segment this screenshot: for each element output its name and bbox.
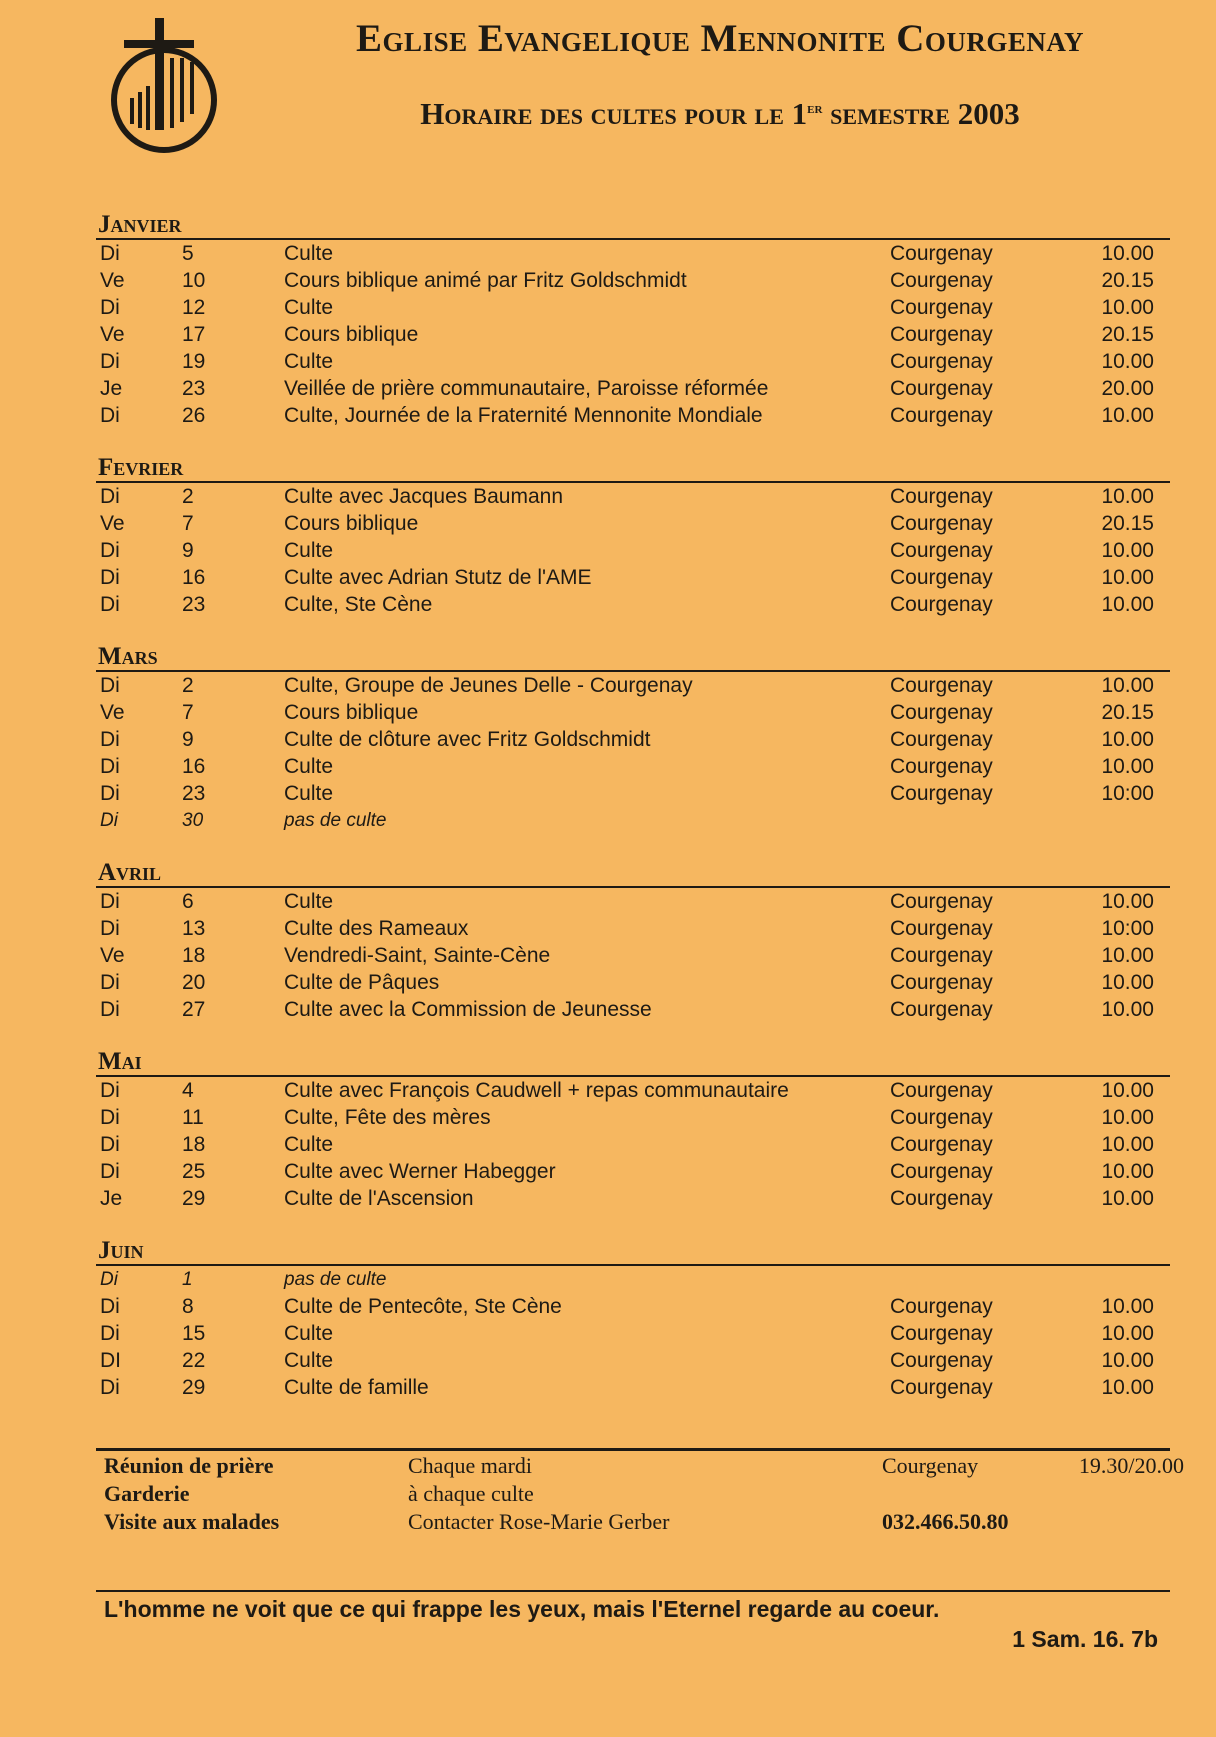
schedule-row xyxy=(96,483,1170,510)
time-cell: 20.15 xyxy=(1101,701,1154,724)
church-cross-logo-icon xyxy=(108,18,224,154)
day-cell: Di xyxy=(100,810,118,831)
schedule-row xyxy=(96,942,1170,969)
event-cell: Culte, Groupe de Jeunes Delle - Courgenay xyxy=(284,674,693,697)
location-cell: Courgenay xyxy=(890,998,993,1021)
time-cell: 10:00 xyxy=(1101,782,1154,805)
schedule-row xyxy=(96,1374,1170,1401)
info-label: Garderie xyxy=(104,1481,190,1506)
month-heading: Juin xyxy=(96,1238,1170,1266)
event-cell: Culte, Journée de la Fraternité Mennonite Mondiale xyxy=(284,404,763,427)
time-cell: 10.00 xyxy=(1101,1133,1154,1156)
location-cell: Courgenay xyxy=(890,404,993,427)
schedule-row xyxy=(96,915,1170,942)
verse-divider xyxy=(96,1590,1170,1592)
day-cell: Ve xyxy=(100,323,125,346)
location-cell: Courgenay xyxy=(890,1133,993,1156)
info-time xyxy=(1056,1480,1184,1508)
schedule-row xyxy=(96,1131,1170,1158)
event-cell: Culte, Fête des mères xyxy=(284,1106,491,1129)
date-cell: 30 xyxy=(182,810,204,831)
date-cell: 18 xyxy=(182,1133,206,1156)
footer-divider xyxy=(96,1448,1170,1451)
event-cell: Cours biblique xyxy=(284,512,419,535)
location-cell: Courgenay xyxy=(890,944,993,967)
day-cell: Di xyxy=(100,782,120,805)
event-cell: Culte xyxy=(284,350,334,373)
schedule-row xyxy=(96,1347,1170,1374)
info-time xyxy=(1056,1508,1184,1536)
date-cell: 2 xyxy=(182,485,194,508)
info-description: Chaque mardi xyxy=(408,1453,533,1478)
time-cell: 20.15 xyxy=(1101,512,1154,535)
day-cell: Di xyxy=(100,998,120,1021)
time-cell: 10.00 xyxy=(1101,242,1154,265)
date-cell: 7 xyxy=(182,512,194,535)
time-cell: 10.00 xyxy=(1101,1322,1154,1345)
location-cell: Courgenay xyxy=(890,377,993,400)
time-cell: 20.15 xyxy=(1101,269,1154,292)
event-cell: Culte xyxy=(284,1133,334,1156)
event-cell: Cours biblique xyxy=(284,701,419,724)
month-section xyxy=(96,860,1170,1023)
schedule-row xyxy=(96,753,1170,780)
event-cell: Culte avec François Caudwell + repas communautaire xyxy=(284,1079,789,1102)
bible-verse-reference: 1 Sam. 16. 7b xyxy=(1012,1626,1158,1652)
schedule-row xyxy=(96,240,1170,267)
location-cell: Courgenay xyxy=(890,917,993,940)
day-cell: Di xyxy=(100,485,120,508)
time-cell: 10.00 xyxy=(1101,539,1154,562)
date-cell: 22 xyxy=(182,1349,206,1372)
date-cell: 9 xyxy=(182,539,194,562)
time-cell: 10.00 xyxy=(1101,485,1154,508)
time-cell: 10.00 xyxy=(1101,1376,1154,1399)
location-cell: Courgenay xyxy=(890,1079,993,1102)
event-cell: Culte de famille xyxy=(284,1376,429,1399)
time-cell: 10.00 xyxy=(1101,350,1154,373)
day-cell: Ve xyxy=(100,944,125,967)
date-cell: 13 xyxy=(182,917,206,940)
schedule-row xyxy=(96,1185,1170,1212)
time-cell: 20.00 xyxy=(1101,377,1154,400)
day-cell: Di xyxy=(100,1269,118,1290)
church-name: Eglise Evangelique Mennonite Courgenay xyxy=(356,17,1084,60)
location-cell: Courgenay xyxy=(890,782,993,805)
event-cell: Culte avec Adrian Stutz de l'AME xyxy=(284,566,592,589)
date-cell: 6 xyxy=(182,890,194,913)
day-cell: Di xyxy=(100,1133,120,1156)
month-section xyxy=(96,1238,1170,1401)
day-cell: Di xyxy=(100,566,120,589)
date-cell: 2 xyxy=(182,674,194,697)
location-cell: Courgenay xyxy=(890,1349,993,1372)
day-cell: Di xyxy=(100,404,120,427)
schedule-row xyxy=(96,672,1170,699)
schedule-row xyxy=(96,510,1170,537)
schedule-row xyxy=(96,267,1170,294)
location-cell: Courgenay xyxy=(890,1160,993,1183)
event-cell: Culte xyxy=(284,296,334,319)
schedule-row xyxy=(96,402,1170,429)
location-cell: Courgenay xyxy=(890,1376,993,1399)
month-heading: Janvier xyxy=(96,212,1170,240)
day-cell: Di xyxy=(100,242,120,265)
location-cell xyxy=(890,807,1080,834)
event-cell: Culte xyxy=(284,242,334,265)
event-cell: Culte de clôture avec Fritz Goldschmidt xyxy=(284,728,651,751)
location-cell: Courgenay xyxy=(890,1106,993,1129)
day-cell: Ve xyxy=(100,701,125,724)
date-cell: 17 xyxy=(182,323,206,346)
event-cell: Culte xyxy=(284,755,334,778)
location-cell: Courgenay xyxy=(890,755,993,778)
schedule-row xyxy=(96,1077,1170,1104)
info-description: Contacter Rose-Marie Gerber xyxy=(408,1509,670,1534)
date-cell: 29 xyxy=(182,1187,206,1210)
day-cell: Je xyxy=(100,377,123,400)
event-cell: Culte xyxy=(284,782,334,805)
day-cell: Di xyxy=(100,890,120,913)
location-cell: Courgenay xyxy=(890,539,993,562)
schedule-row xyxy=(96,807,1170,834)
bible-verse: L'homme ne voit que ce qui frappe les yeux, mais l'Eternel regarde au coeur. xyxy=(104,1596,940,1622)
time-cell: 10.00 xyxy=(1101,566,1154,589)
date-cell: 16 xyxy=(182,755,206,778)
time-cell: 10.00 xyxy=(1101,890,1154,913)
schedule-row xyxy=(96,591,1170,618)
date-cell: 20 xyxy=(182,971,206,994)
info-label: Visite aux malades xyxy=(104,1509,280,1534)
date-cell: 5 xyxy=(182,242,194,265)
location-cell: Courgenay xyxy=(890,1295,993,1318)
day-cell: Di xyxy=(100,593,120,616)
schedule-row xyxy=(96,1320,1170,1347)
time-cell: 10.00 xyxy=(1101,1349,1154,1372)
day-cell: Di xyxy=(100,971,120,994)
info-location: Courgenay xyxy=(882,1453,979,1478)
location-cell: Courgenay xyxy=(890,593,993,616)
info-row xyxy=(104,1508,1184,1536)
time-cell: 10.00 xyxy=(1101,593,1154,616)
time-cell: 20.15 xyxy=(1101,323,1154,346)
day-cell: Di xyxy=(100,350,120,373)
event-cell: Culte avec la Commission de Jeunesse xyxy=(284,998,652,1021)
day-cell: Ve xyxy=(100,512,125,535)
schedule-row xyxy=(96,1293,1170,1320)
schedule-row xyxy=(96,375,1170,402)
month-heading: Mai xyxy=(96,1049,1170,1077)
time-cell: 10.00 xyxy=(1101,404,1154,427)
date-cell: 10 xyxy=(182,269,206,292)
month-section xyxy=(96,455,1170,618)
date-cell: 4 xyxy=(182,1079,194,1102)
date-cell: 15 xyxy=(182,1322,206,1345)
event-cell: pas de culte xyxy=(284,810,387,831)
event-cell: Culte de l'Ascension xyxy=(284,1187,474,1210)
event-cell: Culte avec Werner Habegger xyxy=(284,1160,556,1183)
location-cell: Courgenay xyxy=(890,1322,993,1345)
date-cell: 23 xyxy=(182,593,206,616)
info-label: Réunion de prière xyxy=(104,1453,274,1478)
schedule-row xyxy=(96,1266,1170,1293)
schedule-title-sup: er xyxy=(807,100,823,117)
date-cell: 29 xyxy=(182,1376,206,1399)
day-cell: Di xyxy=(100,1106,120,1129)
date-cell: 9 xyxy=(182,728,194,751)
location-cell: Courgenay xyxy=(890,323,993,346)
location-cell: Courgenay xyxy=(890,890,993,913)
day-cell: Di xyxy=(100,1160,120,1183)
month-heading: Fevrier xyxy=(96,455,1170,483)
time-cell: 10.00 xyxy=(1101,755,1154,778)
time-cell xyxy=(1080,807,1154,834)
time-cell xyxy=(1080,1266,1154,1293)
day-cell: Di xyxy=(100,1079,120,1102)
day-cell: DI xyxy=(100,1349,121,1372)
date-cell: 19 xyxy=(182,350,206,373)
event-cell: Culte des Rameaux xyxy=(284,917,469,940)
time-cell: 10.00 xyxy=(1101,944,1154,967)
location-cell: Courgenay xyxy=(890,674,993,697)
date-cell: 25 xyxy=(182,1160,206,1183)
schedule-row xyxy=(96,726,1170,753)
date-cell: 16 xyxy=(182,566,206,589)
date-cell: 1 xyxy=(182,1269,193,1290)
date-cell: 27 xyxy=(182,998,206,1021)
time-cell: 10.00 xyxy=(1101,1079,1154,1102)
event-cell: Cours biblique animé par Fritz Goldschmidt xyxy=(284,269,687,292)
event-cell: Culte xyxy=(284,1349,334,1372)
schedule-title-pre: Horaire des cultes pour le 1 xyxy=(420,96,808,131)
schedule-row xyxy=(96,888,1170,915)
day-cell: Di xyxy=(100,1295,120,1318)
month-section xyxy=(96,212,1170,429)
event-cell: Culte xyxy=(284,539,334,562)
date-cell: 26 xyxy=(182,404,206,427)
schedule-row xyxy=(96,321,1170,348)
schedule-row xyxy=(96,1104,1170,1131)
location-cell: Courgenay xyxy=(890,566,993,589)
time-cell: 10.00 xyxy=(1101,1187,1154,1210)
event-cell: Veillée de prière communautaire, Paroisse réformée xyxy=(284,377,769,400)
month-heading: Mars xyxy=(96,644,1170,672)
schedule-row xyxy=(96,537,1170,564)
month-section xyxy=(96,1049,1170,1212)
day-cell: Di xyxy=(100,539,120,562)
info-time: 19.30/20.00 xyxy=(1078,1453,1184,1478)
location-cell: Courgenay xyxy=(890,242,993,265)
location-cell xyxy=(890,1266,1080,1293)
schedule-row xyxy=(96,969,1170,996)
day-cell: Di xyxy=(100,1376,120,1399)
event-cell: Culte xyxy=(284,890,334,913)
month-heading: Avril xyxy=(96,860,1170,888)
event-cell: Culte avec Jacques Baumann xyxy=(284,485,563,508)
day-cell: Di xyxy=(100,1322,120,1345)
schedule-row xyxy=(96,780,1170,807)
time-cell: 10.00 xyxy=(1101,674,1154,697)
time-cell: 10.00 xyxy=(1101,1295,1154,1318)
event-cell: Cours biblique xyxy=(284,323,419,346)
location-cell: Courgenay xyxy=(890,728,993,751)
event-cell: Culte de Pentecôte, Ste Cène xyxy=(284,1295,562,1318)
day-cell: Di xyxy=(100,674,120,697)
location-cell: Courgenay xyxy=(890,701,993,724)
schedule-row xyxy=(96,699,1170,726)
date-cell: 23 xyxy=(182,377,206,400)
schedule-row xyxy=(96,564,1170,591)
schedule-list xyxy=(96,212,1170,1427)
location-cell: Courgenay xyxy=(890,350,993,373)
schedule-title-post: semestre 2003 xyxy=(822,96,1020,131)
time-cell: 10.00 xyxy=(1101,296,1154,319)
date-cell: 23 xyxy=(182,782,206,805)
time-cell: 10.00 xyxy=(1101,728,1154,751)
schedule-title xyxy=(250,96,1190,132)
event-cell: Culte xyxy=(284,1322,334,1345)
time-cell: 10:00 xyxy=(1101,917,1154,940)
schedule-row xyxy=(96,294,1170,321)
date-cell: 18 xyxy=(182,944,206,967)
location-cell: Courgenay xyxy=(890,269,993,292)
day-cell: Je xyxy=(100,1187,123,1210)
time-cell: 10.00 xyxy=(1101,971,1154,994)
time-cell: 10.00 xyxy=(1101,1160,1154,1183)
day-cell: Ve xyxy=(100,269,125,292)
day-cell: Di xyxy=(100,755,120,778)
info-block xyxy=(104,1452,1184,1536)
location-cell: Courgenay xyxy=(890,1187,993,1210)
time-cell: 10.00 xyxy=(1101,998,1154,1021)
day-cell: Di xyxy=(100,728,120,751)
event-cell: Vendredi-Saint, Sainte-Cène xyxy=(284,944,551,967)
info-description: à chaque culte xyxy=(408,1481,534,1506)
event-cell: Culte, Ste Cène xyxy=(284,593,433,616)
schedule-row xyxy=(96,996,1170,1023)
location-cell: Courgenay xyxy=(890,971,993,994)
date-cell: 7 xyxy=(182,701,194,724)
date-cell: 8 xyxy=(182,1295,194,1318)
info-row xyxy=(104,1480,1184,1508)
date-cell: 11 xyxy=(182,1106,204,1129)
day-cell: Di xyxy=(100,917,120,940)
schedule-row xyxy=(96,348,1170,375)
info-row xyxy=(104,1452,1184,1480)
event-cell: pas de culte xyxy=(284,1269,387,1290)
time-cell: 10.00 xyxy=(1101,1106,1154,1129)
month-section xyxy=(96,644,1170,834)
day-cell: Di xyxy=(100,296,120,319)
date-cell: 12 xyxy=(182,296,206,319)
location-cell: Courgenay xyxy=(890,485,993,508)
schedule-row xyxy=(96,1158,1170,1185)
info-location xyxy=(882,1480,1056,1508)
info-location: 032.466.50.80 xyxy=(882,1509,1009,1534)
location-cell: Courgenay xyxy=(890,296,993,319)
event-cell: Culte de Pâques xyxy=(284,971,440,994)
location-cell: Courgenay xyxy=(890,512,993,535)
